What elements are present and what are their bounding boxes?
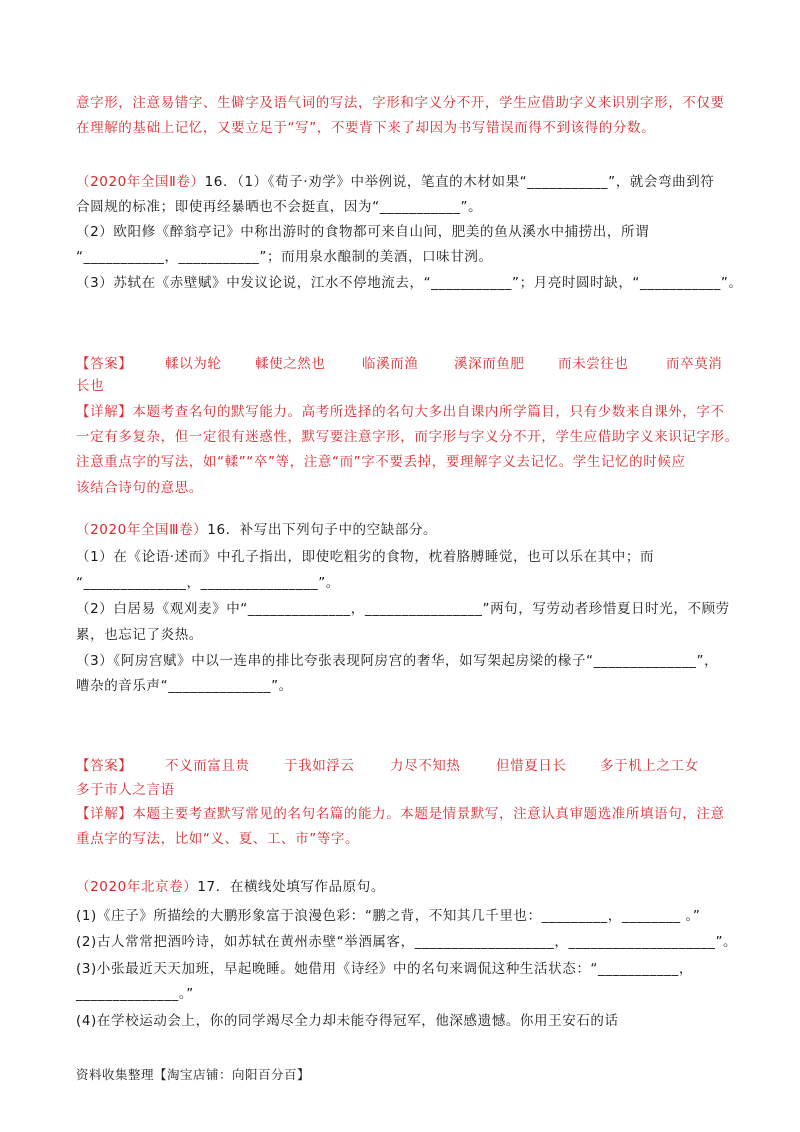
q17-text-1: 17．在横线处填写作品原句。	[197, 879, 385, 895]
detail-line-2: 一定有多复杂，但一定很有迷惑性，默写要注意字形，而字形与字义分不开，学生应借助字义来识记字形。	[76, 429, 739, 445]
detail-text-1: 本题主要考查默写常见的名句名篇的能力。本题是情景默写，注意认真审题选准所填语句，注意	[132, 806, 725, 822]
answer-continuation: 多于市人之言语	[76, 782, 175, 798]
q16b-line-1	[76, 520, 736, 540]
q16b-line-5: 累，也忘记了炎热。	[76, 627, 203, 643]
answer-item: 而卒莫消	[666, 356, 723, 372]
detail-label: 【详解】	[76, 806, 133, 822]
answer-continuation: 长也	[76, 378, 105, 394]
q17-line-4: (3)小张最近天天加班，早起晚睡。她借用《诗经》中的名句来调侃这种生活状态：“___________，	[76, 961, 693, 977]
answer-item: 于我如浮云	[284, 758, 355, 774]
answer-item: 而未尝往也	[558, 356, 629, 372]
q16a-line-5: （3）苏轼在《赤壁赋》中发议论说，江水不停地流去，“___________”；月亮时圆时缺，“___________”。	[76, 275, 743, 291]
q17-line-5: ______________。”	[76, 986, 194, 1002]
answer-label: 【答案】	[76, 356, 133, 372]
q16a-source-tag: （2020年全国Ⅱ卷）	[76, 174, 205, 190]
intro-line-2: 在理解的基础上记忆，又要立足于“写”，不要背下来了却因为书写错误而得不到该得的分数。	[76, 120, 656, 136]
answer-item: 輮使之然也	[255, 356, 326, 372]
detail-line-1	[76, 804, 736, 824]
q16b-line-2: （1）在《论语·述而》中孔子指出，即使吃粗劣的食物，枕着胳膊睡觉，也可以乐在其中；而	[76, 549, 655, 565]
answer-label: 【答案】	[76, 758, 133, 774]
detail-line-1	[76, 402, 736, 422]
detail-line-2: 重点字的写法，比如“义、夏、工、市”等字。	[76, 831, 360, 847]
q16b-line-4: （2）白居易《观刈麦》中“______________，________________”两句，写劳动者珍惜夏日时光，不顾劳	[76, 601, 730, 617]
q16a-line-1	[76, 172, 736, 192]
answer-item: 溪深而鱼肥	[454, 356, 525, 372]
detail-line-3: 注意重点字的写法，如“輮”“卒”等，注意“而”字不要丢掉，要理解字义去记忆。学生记忆的时候应	[76, 454, 686, 470]
q16a-text-1: 16．（1）《荀子·劝学》中举例说，笔直的木材如果“___________”，就会弯曲到符	[204, 174, 715, 190]
q17-line-2: (1)《庄子》所描绘的大鹏形象富于浪漫色彩：“鹏之背，不知其几千里也：_________，________ 。”	[76, 908, 701, 924]
q17-line-3: (2)古人常常把酒吟诗，如苏轼在黄州赤壁“举酒属客，___________________，____________________”。	[76, 934, 738, 950]
detail-text-1: 本题考查名句的默写能力。高考所选择的名句大多出自课内所学篇目，只有少数来自课外，字不	[132, 404, 725, 420]
answer-item: 但惜夏日长	[496, 758, 567, 774]
q16b-source-tag: （2020年全国Ⅲ卷）	[76, 522, 208, 538]
q16b-line-7: 嘈杂的音乐声“______________”。	[76, 678, 293, 694]
q17-line-1	[76, 877, 736, 897]
answer-item: 輮以为轮	[165, 356, 222, 372]
page-footer: 资料收集整理【淘宝店铺：向阳百分百】	[76, 1067, 311, 1082]
answer-item: 不义而富且贵	[165, 758, 250, 774]
q16a-line-4: “___________，___________”；而用泉水酿制的美酒，口味甘洌。	[76, 249, 493, 265]
q16a-line-2: 合圆规的标准；即使再经暴晒也不会挺直，因为“___________”。	[76, 199, 483, 215]
q17-line-6: (4)在学校运动会上，你的同学竭尽全力却未能夺得冠军，他深感遗憾。你用王安石的话	[76, 1013, 619, 1029]
q16a-line-3: （2）欧阳修《醉翁亭记》中称出游时的食物都可来自山间，肥美的鱼从溪水中捕捞出，所谓	[76, 224, 650, 240]
answer-item: 力尽不知热	[390, 758, 461, 774]
answer-item: 临溪而渔	[362, 356, 419, 372]
q17-source-tag: （2020年北京卷）	[76, 879, 198, 895]
detail-line-4: 该结合诗句的意思。	[76, 480, 203, 496]
answer-item: 多于机上之工女	[600, 758, 699, 774]
q16b-text-1: 16．补写出下列句子中的空缺部分。	[207, 522, 438, 538]
detail-label: 【详解】	[76, 404, 133, 420]
intro-line-1: 意字形，注意易错字、生僻字及语气词的写法，字形和字义分不开，学生应借助字义来识别字形，不仅要	[76, 95, 725, 111]
q16b-line-6: （3）《阿房宫赋》中以一连串的排比夸张表现阿房宫的奢华，如写架起房梁的椽子“______________”，	[76, 653, 719, 669]
q16b-line-3: “______________，________________”。	[76, 575, 340, 591]
